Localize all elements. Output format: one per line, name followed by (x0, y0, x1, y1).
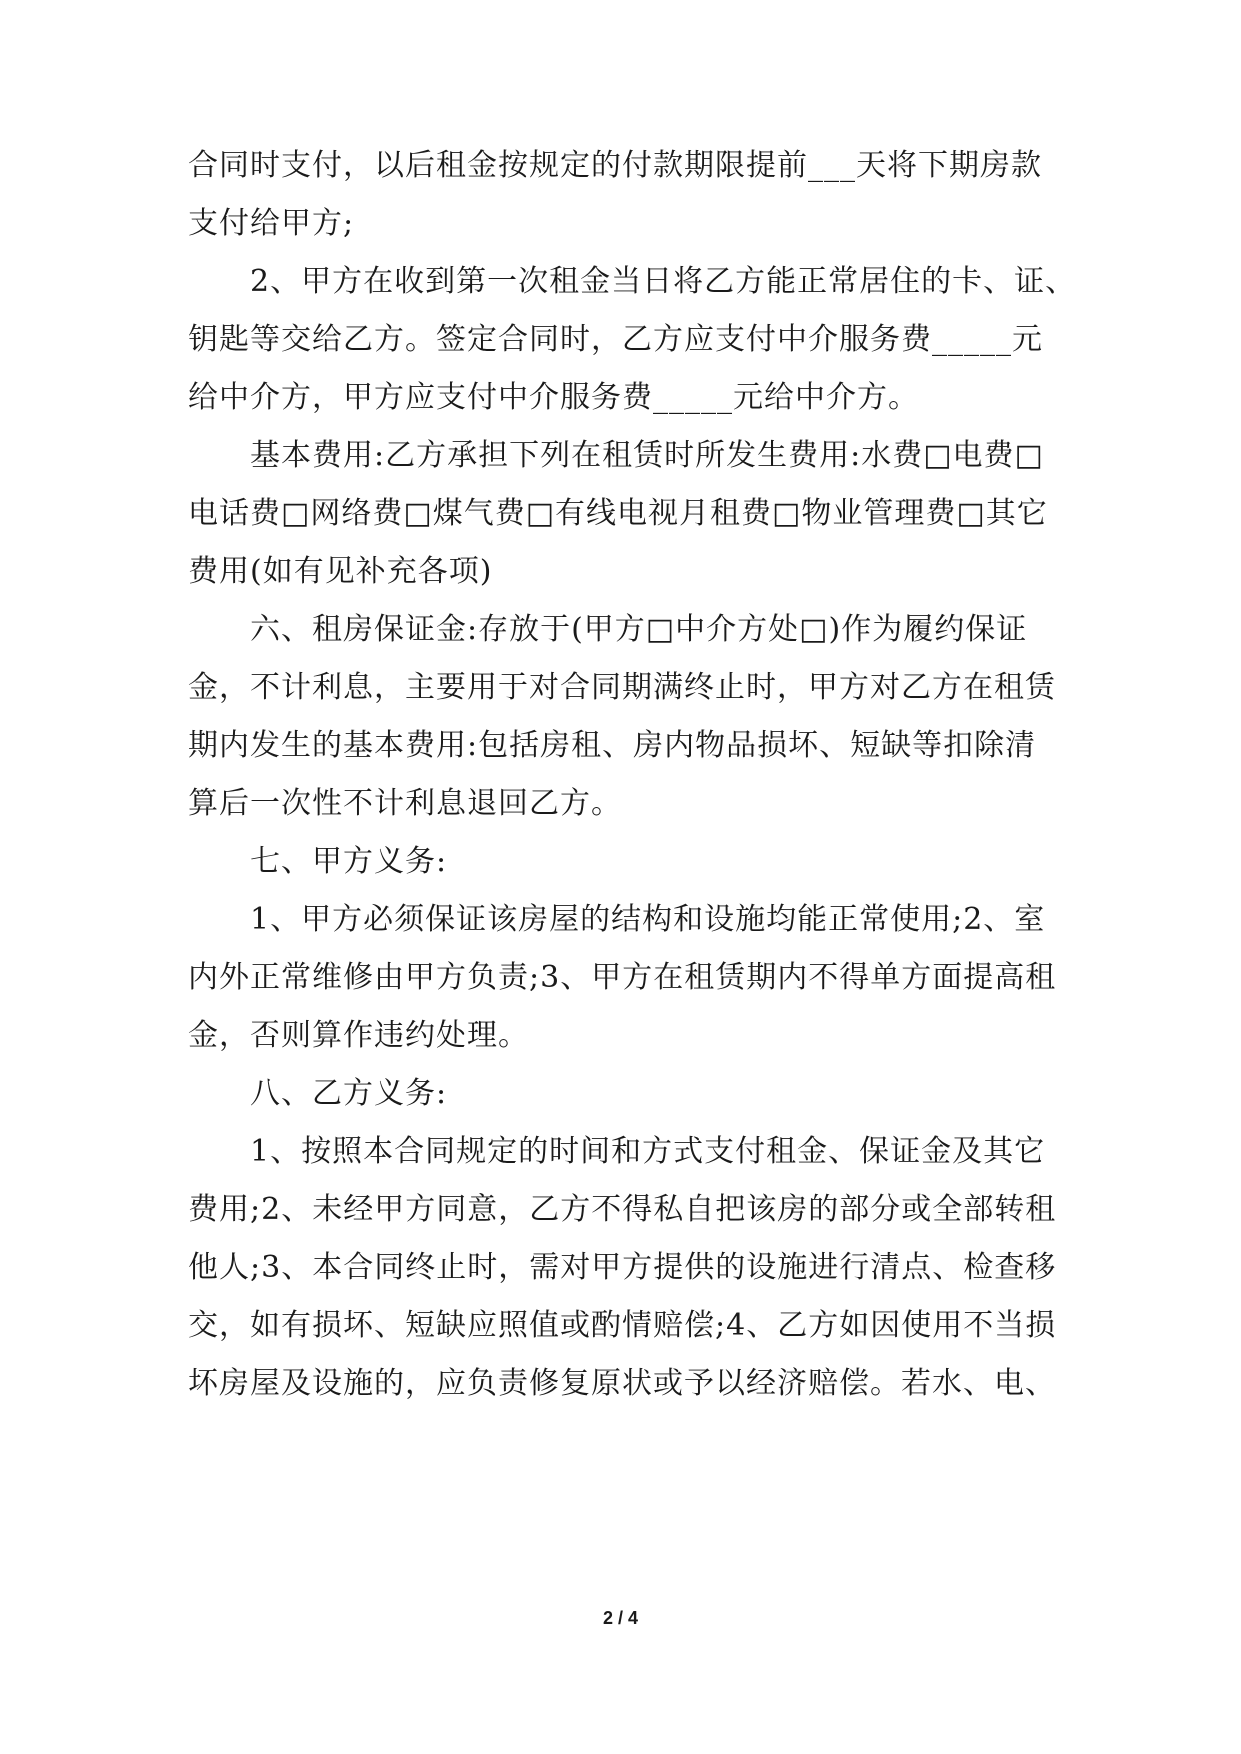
body-line: 支付给甲方; (188, 206, 355, 241)
section-heading: 七、甲方义务: (250, 844, 448, 879)
paragraph-first-line: 1、按照本合同规定的时间和方式支付租金、保证金及其它 (250, 1134, 1046, 1169)
body-line: 钥匙等交给乙方。签定合同时，乙方应支付中介服务费_____元 (188, 322, 1043, 357)
body-line: 金，否则算作违约处理。 (188, 1018, 529, 1053)
section-heading: 八、乙方义务: (250, 1076, 448, 1111)
body-line: 合同时支付，以后租金按规定的付款期限提前___天将下期房款 (188, 148, 1042, 183)
body-line: 金，不计利息，主要用于对合同期满终止时，甲方对乙方在租赁 (188, 670, 1056, 705)
paragraph-first-line: 基本费用:乙方承担下列在租赁时所发生费用:水费□电费□ (250, 438, 1044, 473)
body-line: 坏房屋及设施的，应负责修复原状或予以经济赔偿。若水、电、 (188, 1366, 1056, 1401)
body-line: 算后一次性不计利息退回乙方。 (188, 786, 622, 821)
body-line: 内外正常维修由甲方负责;3、甲方在租赁期内不得单方面提高租 (188, 960, 1057, 995)
page-number: 2 / 4 (602, 1608, 639, 1628)
body-line: 费用(如有见补充各项) (188, 554, 493, 589)
body-line: 期内发生的基本费用:包括房租、房内物品损坏、短缺等扣除清 (188, 728, 1037, 763)
paragraph-first-line: 六、租房保证金:存放于(甲方□中介方处□)作为履约保证 (250, 612, 1028, 647)
body-line: 费用;2、未经甲方同意，乙方不得私自把该房的部分或全部转租 (188, 1192, 1057, 1227)
paragraph-first-line: 1、甲方必须保证该房屋的结构和设施均能正常使用;2、室 (250, 902, 1046, 937)
paragraph-first-line: 2、甲方在收到第一次租金当日将乙方能正常居住的卡、证、 (250, 264, 1077, 299)
body-line: 电话费□网络费□煤气费□有线电视月租费□物业管理费□其它 (188, 496, 1048, 531)
body-line: 他人;3、本合同终止时，需对甲方提供的设施进行清点、检查移 (188, 1250, 1057, 1285)
body-line: 给中介方，甲方应支付中介服务费_____元给中介方。 (188, 380, 919, 415)
body-line: 交，如有损坏、短缺应照值或酌情赔偿;4、乙方如因使用不当损 (188, 1308, 1057, 1343)
